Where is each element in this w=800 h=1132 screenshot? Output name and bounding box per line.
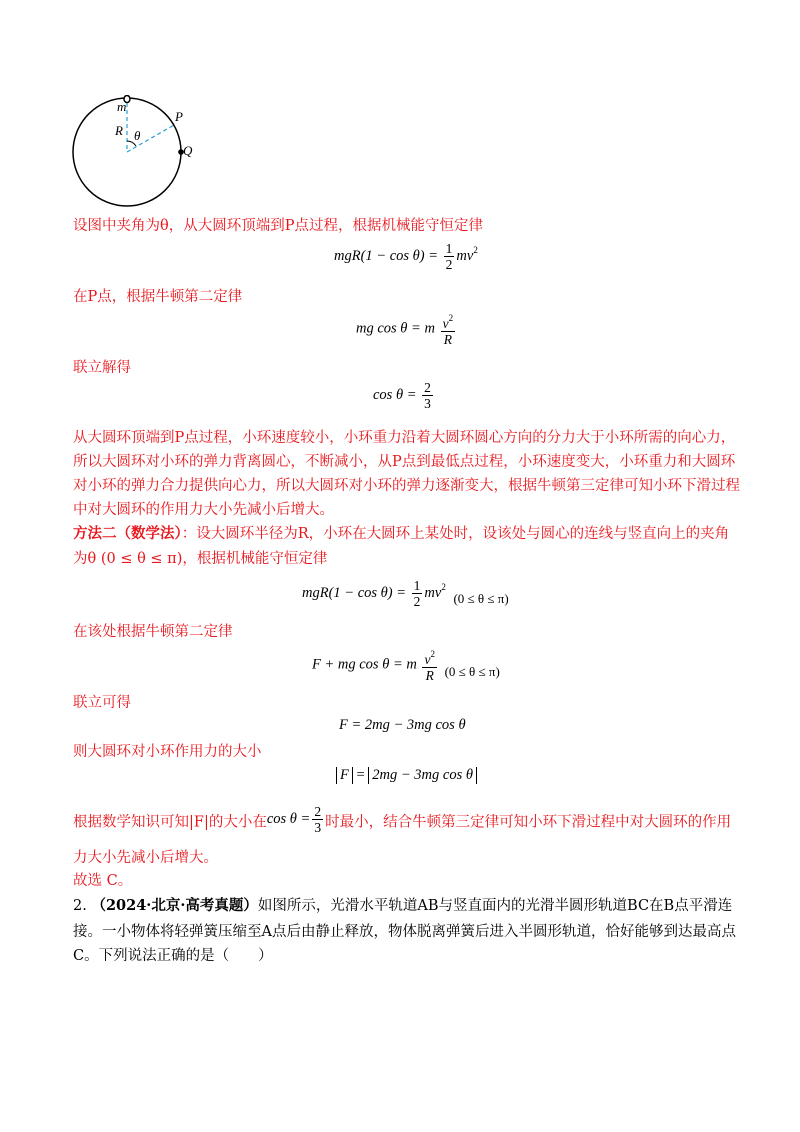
- text-line-15: 故选 C。: [73, 873, 133, 889]
- question-2-line-2: 接。一小物体将轻弹簧压缩至A点后由静止释放，物体脱离弹簧后进入半圆形轨道，恰好能够到达最高点: [73, 924, 736, 940]
- equation-newton-2: F + mg cos θ = m $\frac{v^2}{R}$ (0 ≤ θ ≤ π): [312, 649, 500, 683]
- question-number: 2.: [73, 898, 87, 914]
- equation-energy-1: mgR(1 − cos θ) = $\frac{1}{2}$ $mv^2$: [334, 241, 478, 272]
- equation-energy-2: mgR(1 − cos θ) = $\frac{1}{2}$ $mv^2$ (0 ≤ θ ≤ π): [302, 578, 509, 609]
- label-theta: θ: [134, 128, 141, 143]
- equation-force-magnitude: F = 2mg − 3mg cos θ: [336, 767, 477, 784]
- text-line-7: 中对大圆环的作用力大小先减小后增大。: [73, 502, 334, 518]
- label-m: m: [117, 99, 127, 114]
- text-line-8: 方法二（数学法）：设大圆环半径为R，小环在大圆环上某处时，设该处与圆心的连线与竖直向上的夹角: [73, 525, 730, 542]
- text-line-10: 在该处根据牛顿第二定律: [73, 624, 233, 640]
- label-P: P: [175, 109, 183, 124]
- text-line-5: 所以大圆环对小环的弹力背离圆心，不断减小，从P点到最低点过程，小环速度变大，小环重力和大圆环: [73, 454, 736, 470]
- equation-newton-1: mg cos θ = m $\frac{v^2}{R}$: [356, 313, 454, 347]
- label-R: R: [115, 123, 123, 138]
- text-line-6: 对小环的弹力合力提供向心力，所以大圆环对小环的弹力逐渐变大，根据牛顿第三定律可知小环下滑过程: [73, 478, 740, 494]
- text-line-4: 从大圆环顶端到P点过程，小环速度较小，小环重力沿着大圆环圆心方向的分力大于小环所需的向心力，: [73, 430, 736, 446]
- text-line-13: 根据数学知识可知|F|的大小在cos θ = $\frac{2}{3}$ 时最小，结合牛顿第三定律可知小环下滑过程中对大圆环的作用: [73, 804, 732, 835]
- question-2-line-3: C。下列说法正确的是（ ）: [73, 948, 273, 964]
- text-line-11: 联立可得: [73, 695, 131, 711]
- text-line-14: 力大小先减小后增大。: [73, 850, 218, 866]
- text-line-3: 联立解得: [73, 360, 131, 376]
- equation-force: F = 2mg − 3mg cos θ: [339, 717, 466, 733]
- equation-cos-result: cos θ = $\frac{2}{3}$: [373, 380, 431, 411]
- text-line-1: 设图中夹角为θ，从大圆环顶端到P点过程，根据机械能守恒定律: [73, 218, 483, 234]
- text-line-9: 为θ (0 ≤ θ ≤ π)，根据机械能守恒定律: [73, 551, 328, 567]
- text-line-12: 则大圆环对小环作用力的大小: [73, 744, 262, 760]
- label-Q: Q: [183, 143, 193, 158]
- method-two-heading: 方法二（数学法）: [73, 525, 182, 542]
- question-source: （2024·北京·高考真题）: [91, 897, 258, 914]
- question-2-line-1: 2. （2024·北京·高考真题）如图所示，光滑水平轨道AB与竖直面内的光滑半圆形轨道BC在B点平滑连: [73, 897, 733, 914]
- text-line-2: 在P点，根据牛顿第二定律: [73, 289, 243, 305]
